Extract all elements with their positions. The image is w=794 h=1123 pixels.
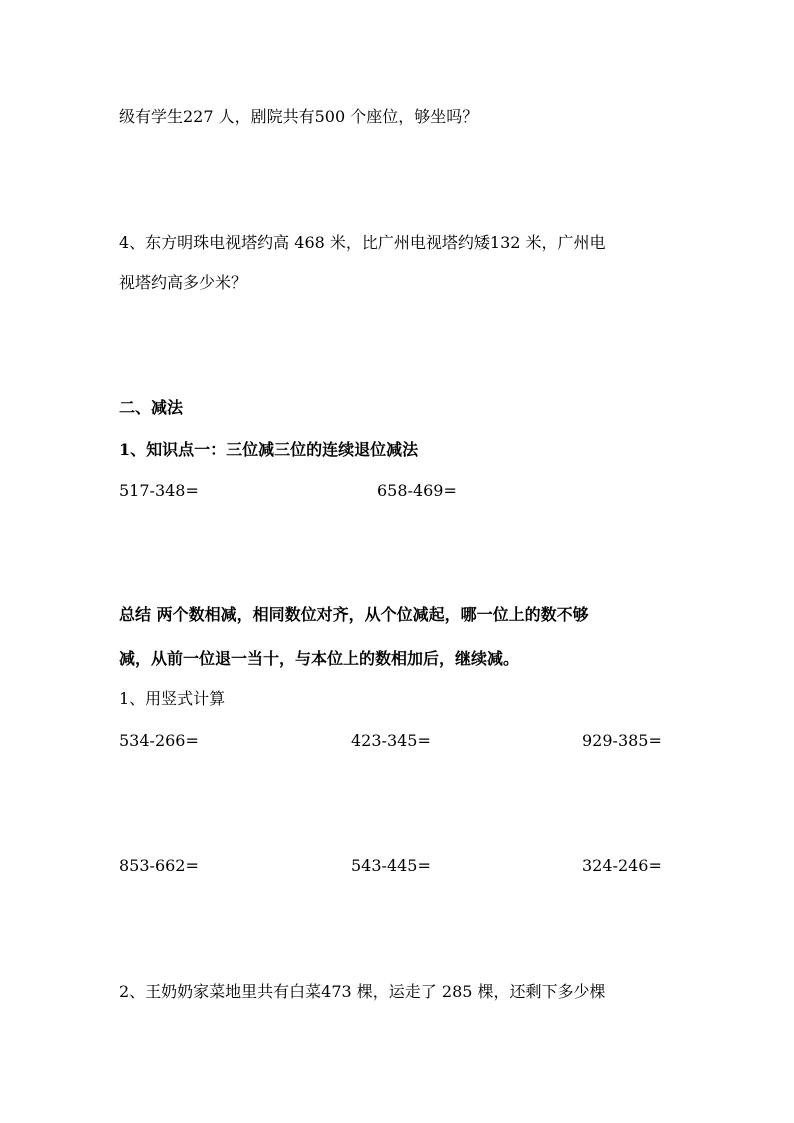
exercise-title: 1、用竖式计算 (119, 689, 226, 708)
section-heading-subtraction: 二、减法 (119, 398, 184, 417)
exercise-expression: 423-345= (351, 731, 431, 750)
exercise-expression: 543-445= (351, 856, 431, 875)
exercise-expression: 324-246= (582, 856, 662, 875)
problem-3-text-line2: 级有学生227 人，剧院共有500 个座位，够坐吗？ (119, 107, 479, 126)
exercise-expression: 853-662= (119, 856, 199, 875)
problem-4-text-line1: 4、东方明珠电视塔约高 468 米，比广州电视塔约矮132 米，广州电 (119, 233, 606, 252)
summary-line-1: 总结 两个数相减，相同数位对齐，从个位减起，哪一位上的数不够 (119, 605, 589, 624)
problem-4-text-line2: 视塔约高多少米？ (119, 273, 248, 292)
exercise-expression: 929-385= (582, 731, 662, 750)
exercise-expression: 534-266= (119, 731, 199, 750)
example-expression-2: 658-469= (377, 481, 457, 500)
summary-line-2: 减，从前一位退一当十，与本位上的数相加后，继续减。 (119, 649, 520, 668)
knowledge-point-title: 1、知识点一：三位减三位的连续退位减法 (119, 440, 419, 459)
problem-2-text-line1: 2、王奶奶家菜地里共有白菜473 棵，运走了 285 棵，还剩下多少棵 (119, 982, 606, 1001)
example-expression-1: 517-348= (119, 481, 199, 500)
